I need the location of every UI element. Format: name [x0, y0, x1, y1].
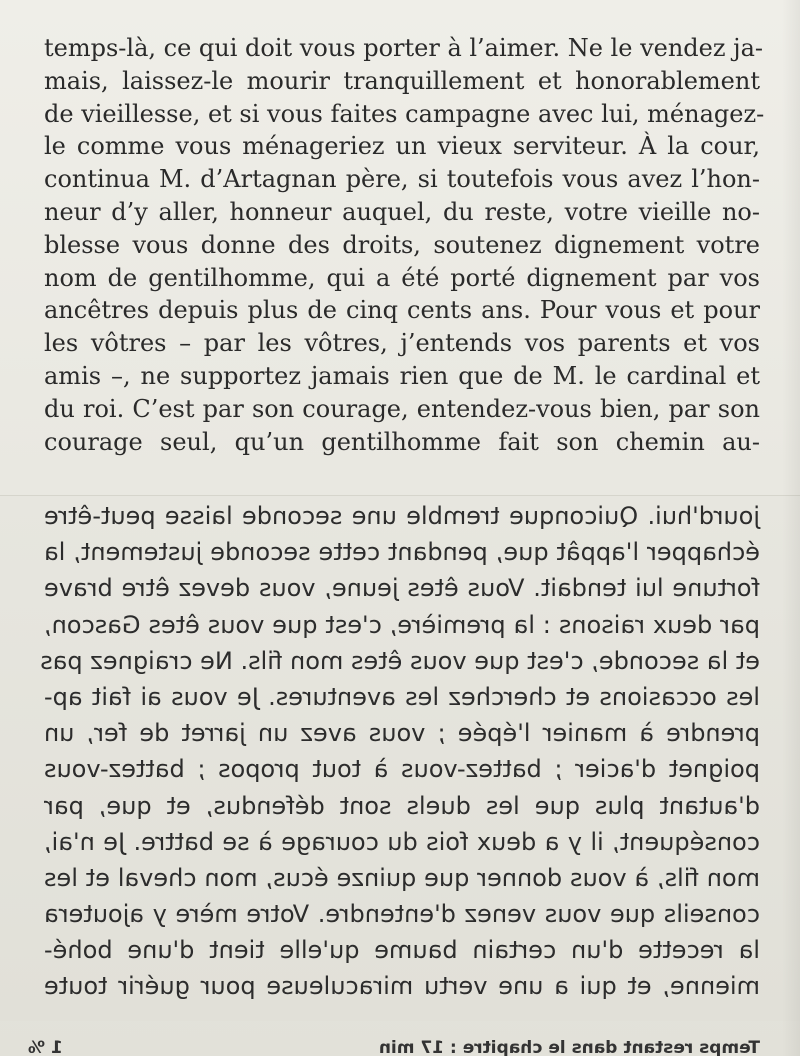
text-line: mais, laissez-le mourir tranquillement et honorablement	[44, 66, 760, 95]
chapter-time-remaining: Temps restant dans le chapitre : 17 min	[378, 1038, 760, 1056]
text-line: amis –, ne supportez jamais rien que de M. le cardinal et	[44, 361, 760, 390]
mirrored-text-line: les occasions et cherchez les aventures. Je vous ai fait ap-	[44, 682, 760, 711]
text-line: blesse vous donne des droits, soutenez dignement votre	[44, 230, 760, 259]
footer-mirrored	[0, 1028, 800, 1056]
book-text-mirrored	[40, 498, 760, 1005]
mirrored-text-line: et la seconde, c'est que vous êtes mon fils. Ne craignez pas	[40, 646, 760, 675]
mirrored-text-region	[0, 495, 800, 1021]
text-line: neur d’y aller, honneur auquel, du reste, votre vieille no-	[44, 197, 760, 226]
mirrored-text-line: mienne, et qui a une vertu miraculeuse pour guérir toute	[44, 972, 760, 1001]
reading-progress-footer	[0, 1028, 800, 1056]
text-line: le comme vous ménageriez un vieux serviteur. À la cour,	[44, 132, 760, 161]
text-line: de vieillesse, et si vous faites campagne avec lui, ménagez-	[44, 99, 765, 128]
mirrored-text-line: mon fils, à vous donner que quinze écus, mon cheval et les	[44, 863, 760, 892]
mirrored-text-line: échapper l'appât que, pendant cette seconde justement, la	[44, 538, 760, 567]
text-line: les vôtres – par les vôtres, j’entends vos parents et vos	[44, 329, 760, 358]
mirrored-text-line: par deux raisons : la première, c'est que vous êtes Gascon,	[44, 610, 760, 639]
mirrored-text-line: conseils que vous venez d'entendre. Votre mère y ajoutera	[44, 900, 760, 929]
text-line: du roi. C’est par son courage, entendez-vous bien, par son	[44, 394, 760, 423]
mirrored-text-line: prendre à manier l'épée ; vous avez un jarret de fer, un	[44, 719, 760, 748]
mirrored-text-line: d'autant plus que les duels sont défendus, et que, par	[44, 791, 760, 820]
book-text-upper	[44, 32, 765, 458]
mirrored-text-line: fortune lui tendait. Vous êtes jeune, vous devez être brave	[44, 574, 760, 603]
text-line: courage seul, qu’un gentilhomme fait son chemin au-	[44, 427, 760, 456]
mirrored-text-line: conséquent, il y a deux fois du courage à se battre. Je n'ai,	[44, 827, 760, 856]
reading-percent: 1 %	[28, 1038, 63, 1056]
mirrored-text-line: poignet d'acier ; battez-vous à tout propos ; battez-vous	[44, 755, 760, 784]
text-line: nom de gentilhomme, qui a été porté dignement par vos	[44, 263, 760, 292]
mirrored-text-line: la recette d'un certain baume qu'elle tient d'une bohé-	[44, 936, 760, 965]
text-line: ancêtres depuis plus de cinq cents ans. Pour vous et pour	[44, 296, 760, 325]
mirrored-text-line: jourd'hui. Quiconque tremble une seconde laisse peut-être	[44, 502, 760, 530]
text-line: temps-là, ce qui doit vous porter à l’aimer. Ne le vendez ja-	[44, 34, 763, 62]
text-line: continua M. d’Artagnan père, si toutefois vous avez l’hon-	[44, 165, 760, 194]
